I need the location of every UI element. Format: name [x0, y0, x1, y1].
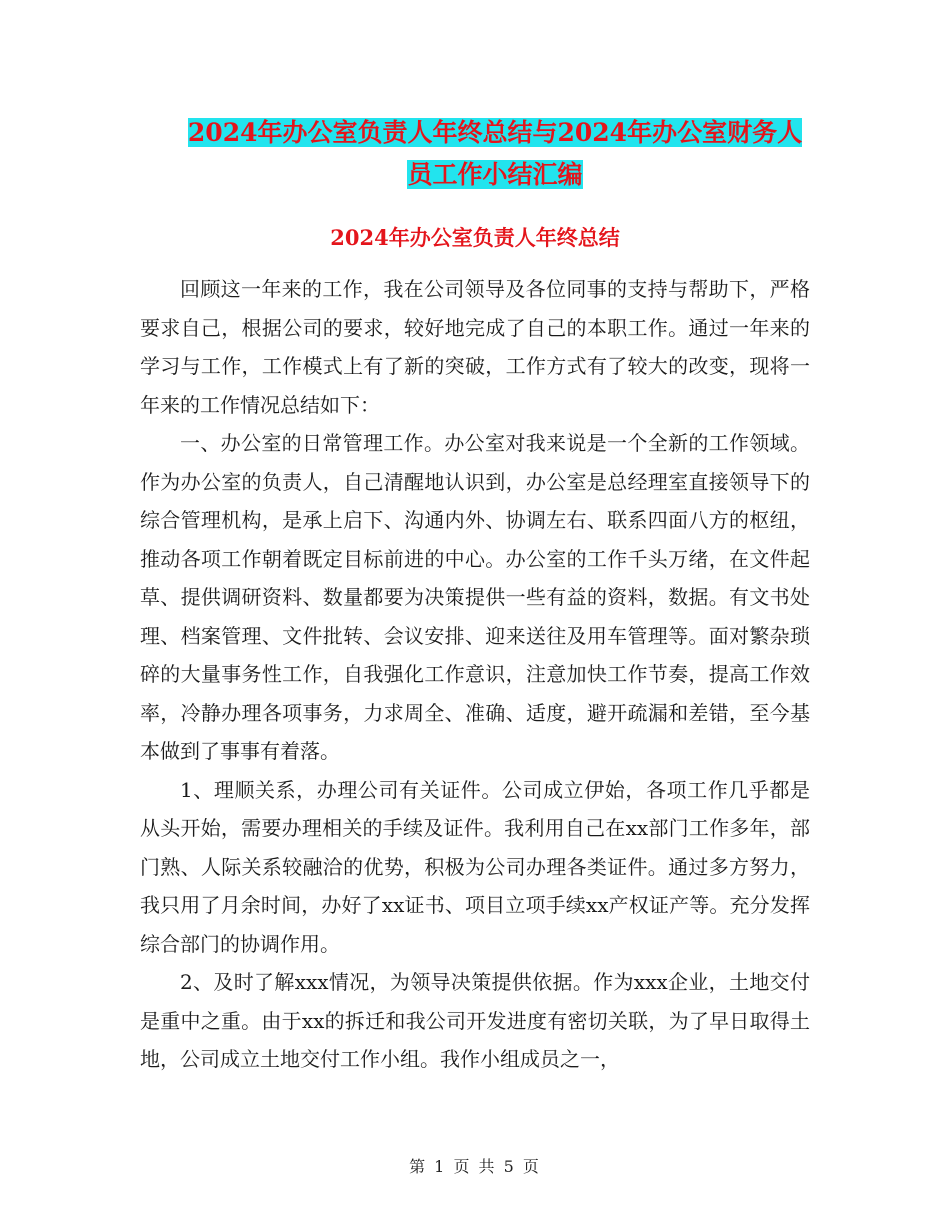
paragraph-item-1: 1、理顺关系，办理公司有关证件。公司成立伊始，各项工作几乎都是从头开始，需要办理相关的手续及证件。我利用自己在xx部门工作多年，部门熟、人际关系较融洽的优势，积极为公司办理各类证件。通过多方努力，我只用了月余时间，办好了xx证书、项目立项手续xx产权证产等。充分发挥综合部门的协调作用。 — [140, 777, 810, 956]
document-title-line-1: 2024年办公室负责人年终总结与2024年办公室财务人 — [187, 118, 803, 147]
document-title-line-2: 员工作小结汇编 — [407, 160, 583, 189]
page-footer: 第 1 页 共 5 页 — [409, 1157, 541, 1176]
paragraph-intro: 回顾这一年来的工作，我在公司领导及各位同事的支持与帮助下，严格要求自己，根据公司的要求，较好地完成了自己的本职工作。通过一年来的学习与工作，工作模式上有了新的突破，工作方式有了较大的改变，现将一年来的工作情况总结如下： — [140, 277, 810, 417]
paragraph-item-2: 2、及时了解xxx情况，为领导决策提供依据。作为xxx企业，土地交付是重中之重。由于xx的拆迁和我公司开发进度有密切关联，为了早日取得土地，公司成立土地交付工作小组。我作小组成员之一， — [140, 970, 810, 1071]
section-title: 2024年办公室负责人年终总结 — [330, 225, 620, 250]
document-body — [140, 270, 810, 1079]
document-title — [140, 112, 850, 196]
paragraph-office-management: 一、办公室的日常管理工作。办公室对我来说是一个全新的工作领域。作为办公室的负责人，自己清醒地认识到，办公室是总经理室直接领导下的综合管理机构，是承上启下、沟通内外、协调左右、联系四面八方的枢纽，推动各项工作朝着既定目标前进的中心。办公室的工作千头万绪，在文件起草、提供调研资料、数量都要为决策提供一些有益的资料，数据。有文书处理、档案管理、文件批转、会议安排、迎来送往及用车管理等。面对繁杂琐碎的大量事务性工作，自我强化工作意识，注意加快工作节奏，提高工作效率，冷静办理各项事务，力求周全、准确、适度，避开疏漏和差错，至今基本做到了事事有着落。 — [140, 431, 810, 763]
